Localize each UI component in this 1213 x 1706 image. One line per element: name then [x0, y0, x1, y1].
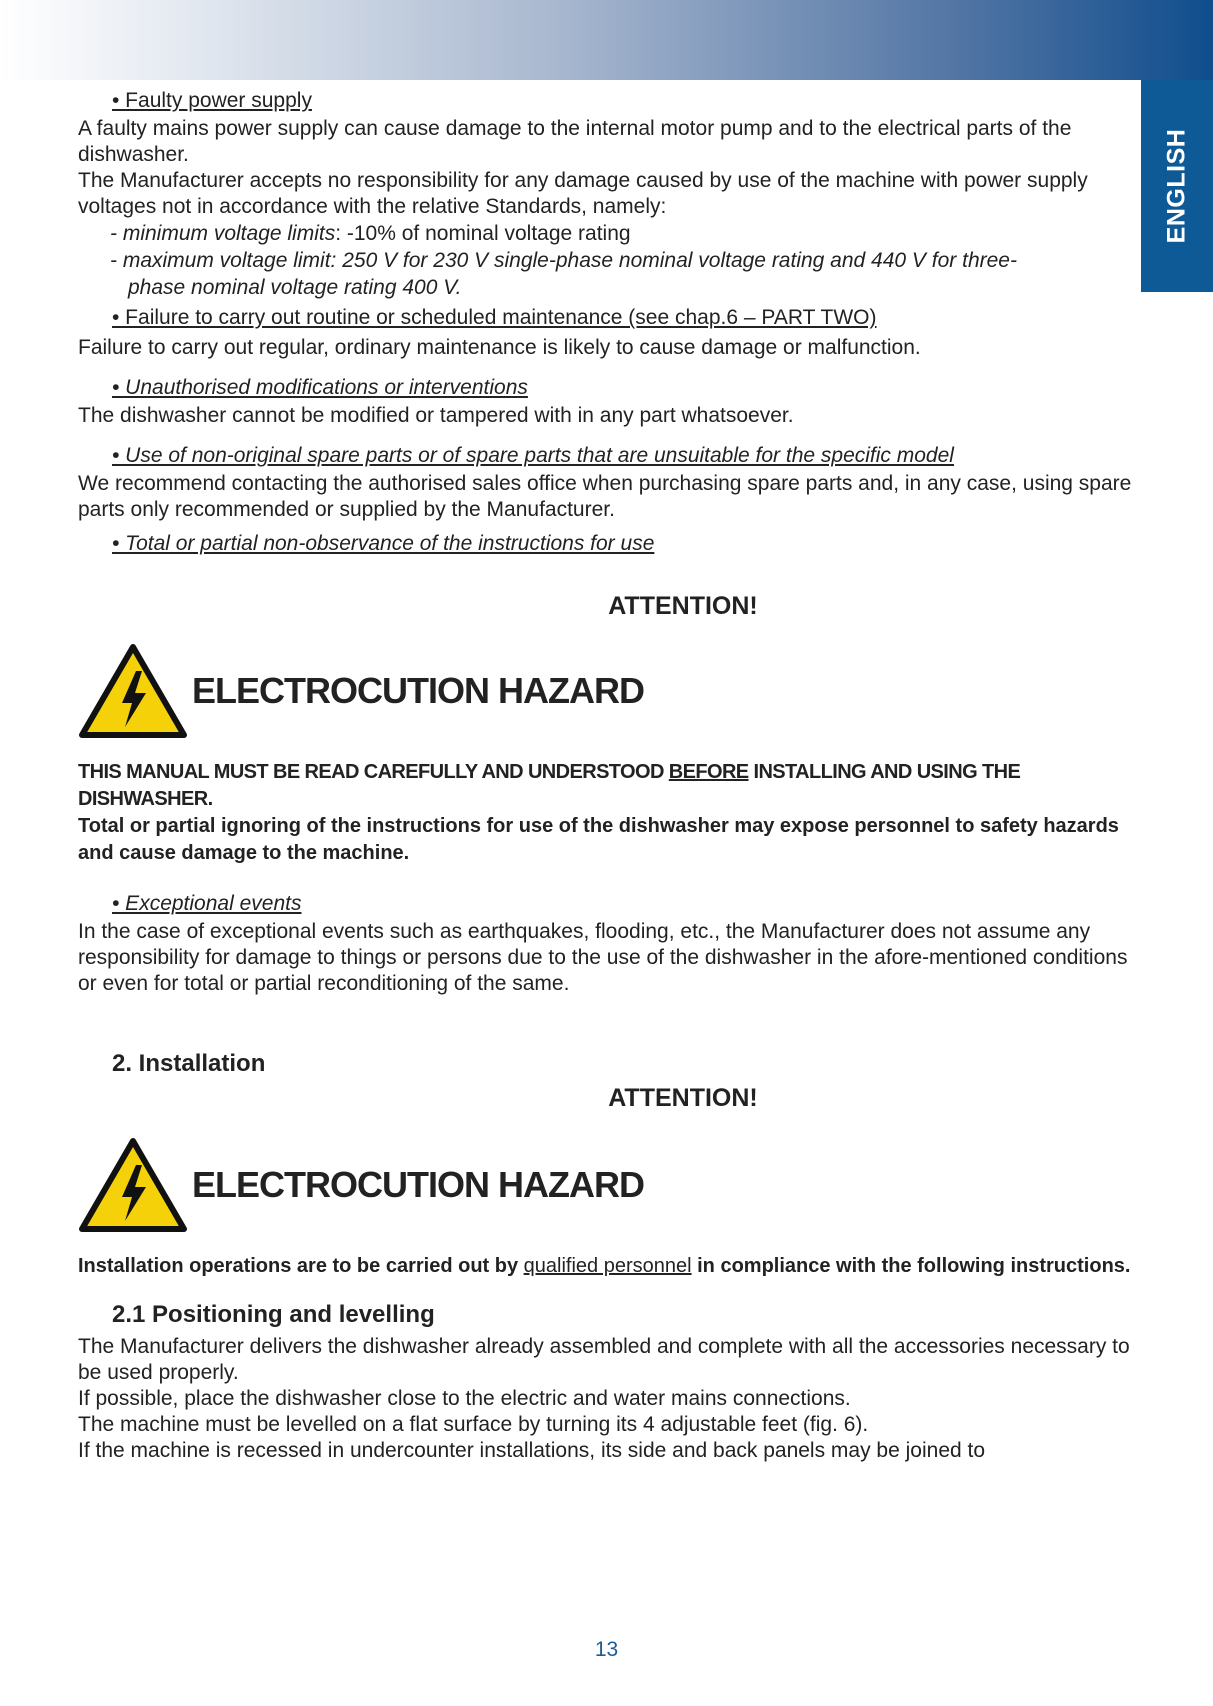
paragraph: Failure to carry out regular, ordinary maintenance is likely to cause damage or malfunction.	[78, 336, 921, 359]
bullet-faulty-power: • Faulty power supply	[112, 89, 312, 112]
safety-warning: Total or partial ignoring of the instructions for use of the dishwasher may expose personnel to safety hazards and cause damage to the machine.	[78, 815, 1119, 864]
paragraph: A faulty mains power supply can cause damage to the internal motor pump and to the electrical parts of the dishwasher.	[78, 117, 1072, 166]
section-heading-positioning: 2.1 Positioning and levelling	[112, 1301, 435, 1328]
bullet-non-observance: • Total or partial non-observance of the instructions for use	[112, 532, 655, 555]
paragraph: The Manufacturer delivers the dishwasher already assembled and complete with all the accessories necessary to be used properly.	[78, 1335, 1130, 1384]
paragraph: In the case of exceptional events such as earthquakes, flooding, etc., the Manufacturer does not assume any responsibility for damage to things or persons due to the use of the dishwasher in the afore-mentioned conditions or even for total or partial reconditioning of the same.	[78, 920, 1128, 995]
attention-heading: ATTENTION!	[608, 1084, 758, 1112]
paragraph: We recommend contacting the authorised sales office when purchasing spare parts and, in any case, using spare parts only recommended or supplied by the Manufacturer.	[78, 472, 1132, 521]
hazard-banner	[78, 641, 1148, 741]
bullet-modifications: • Unauthorised modifications or interventions	[112, 376, 528, 399]
bullet-exceptional: • Exceptional events	[112, 892, 302, 915]
paragraph: If possible, place the dishwasher close to the electric and water mains connections.	[78, 1387, 851, 1410]
language-tab-label: ENGLISH	[1162, 128, 1191, 244]
installation-warning: Installation operations are to be carried out by qualified personnel in compliance with the following instructions.	[78, 1255, 1131, 1277]
section-heading-installation: 2. Installation	[112, 1050, 266, 1077]
paragraph: The machine must be levelled on a flat surface by turning its 4 adjustable feet (fig. 6).	[78, 1413, 869, 1436]
warning-text	[78, 759, 1148, 867]
voltage-limit-min: - minimum voltage limits: -10% of nominal voltage rating	[110, 222, 631, 245]
language-tab	[1141, 80, 1213, 292]
electrocution-warning-icon	[78, 1137, 188, 1233]
hazard-title: ELECTROCUTION HAZARD	[192, 670, 644, 711]
electrocution-warning-icon	[78, 643, 188, 739]
manual-warning: THIS MANUAL MUST BE READ CAREFULLY AND UNDERSTOOD BEFORE INSTALLING AND USING THE DISHWASHER.	[78, 761, 1021, 810]
bullet-spare-parts: • Use of non-original spare parts or of spare parts that are unsuitable for the specific model	[112, 444, 954, 467]
page-number: 13	[594, 1638, 619, 1661]
page-content	[78, 88, 1148, 1464]
hazard-title: ELECTROCUTION HAZARD	[192, 1164, 644, 1205]
attention-heading: ATTENTION!	[608, 592, 758, 620]
bullet-maintenance: • Failure to carry out routine or scheduled maintenance (see chap.6 – PART TWO)	[112, 306, 877, 329]
voltage-limit-max: - maximum voltage limit: 250 V for 230 V single-phase nominal voltage rating and 440 V for three- phase nominal voltage rating 400 V.	[110, 249, 1017, 299]
paragraph: The Manufacturer accepts no responsibility for any damage caused by use of the machine with power supply voltages not in accordance with the relative Standards, namely:	[78, 169, 1088, 218]
paragraph: If the machine is recessed in undercounter installations, its side and back panels may be joined to	[78, 1439, 986, 1462]
header-gradient-band	[0, 0, 1213, 80]
paragraph: The dishwasher cannot be modified or tampered with in any part whatsoever.	[78, 404, 794, 427]
hazard-banner	[78, 1135, 1148, 1235]
